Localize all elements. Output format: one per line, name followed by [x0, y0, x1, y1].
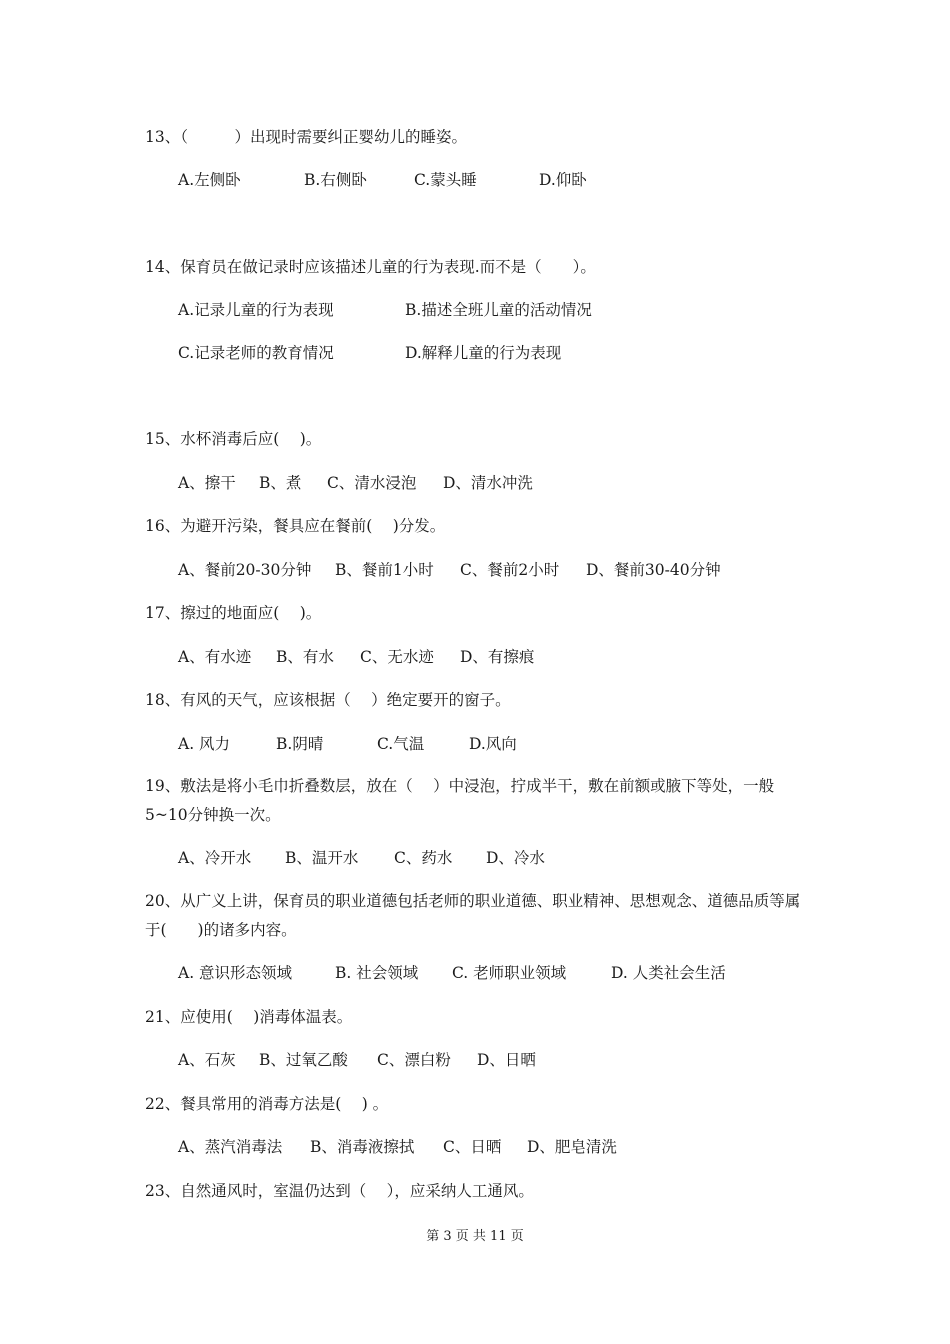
question-18-option-c: C.气温 [377, 735, 425, 753]
question-23-stem: 23、自然通风时，室温仍达到（ ），应采纳人工通风。 [145, 1182, 534, 1200]
question-19-option-b: B、温开水 [285, 849, 359, 867]
question-13-option-d: D.仰卧 [539, 171, 587, 189]
question-15-option-a: A、擦干 [178, 474, 236, 492]
question-17-option-a: A、有水迹 [178, 648, 252, 666]
question-13-option-c: C.蒙头睡 [414, 171, 477, 189]
question-22-option-d: D、肥皂清洗 [527, 1138, 617, 1156]
question-16-option-c: C、餐前2小时 [460, 561, 560, 579]
question-22-option-c: C、日晒 [443, 1138, 502, 1156]
question-21-stem: 21、应使用( )消毒体温表。 [145, 1008, 353, 1026]
question-16-option-b: B、餐前1小时 [335, 561, 434, 579]
question-18-option-a: A. 风力 [178, 735, 231, 753]
page-footer: 第 3 页 共 11 页 [426, 1229, 524, 1244]
question-21-option-b: B、过氧乙酸 [259, 1051, 348, 1069]
question-14-stem: 14、保育员在做记录时应该描述儿童的行为表现.而不是（ ）。 [145, 258, 596, 276]
question-19-option-a: A、冷开水 [178, 849, 252, 867]
question-19-option-c: C、药水 [394, 849, 453, 867]
question-21-option-c: C、漂白粉 [377, 1051, 451, 1069]
question-15-option-d: D、清水冲洗 [443, 474, 533, 492]
question-22-option-a: A、蒸汽消毒法 [178, 1138, 283, 1156]
question-17-option-d: D、有擦痕 [460, 648, 535, 666]
question-14-option-d: D.解释儿童的行为表现 [405, 344, 562, 362]
question-21-option-a: A、石灰 [178, 1051, 236, 1069]
question-13-option-a: A.左侧卧 [178, 171, 241, 189]
question-20-option-c: C. 老师职业领域 [452, 964, 567, 982]
question-15-option-c: C、清水浸泡 [327, 474, 417, 492]
question-14-option-b: B.描述全班儿童的活动情况 [405, 301, 592, 319]
question-17-option-c: C、无水迹 [360, 648, 434, 666]
question-20-option-b: B. 社会领域 [335, 964, 419, 982]
question-18-option-b: B.阴晴 [276, 735, 324, 753]
question-22-option-b: B、消毒液擦拭 [310, 1138, 415, 1156]
question-21-option-d: D、日晒 [477, 1051, 536, 1069]
question-16-stem: 16、为避开污染，餐具应在餐前( )分发。 [145, 517, 446, 535]
question-18-stem: 18、有风的天气，应该根据（ ）绝定要开的窗子。 [145, 691, 511, 709]
question-17-stem: 17、擦过的地面应( )。 [145, 604, 322, 622]
question-18-option-d: D.风向 [469, 735, 517, 753]
question-14-option-c: C.记录老师的教育情况 [178, 344, 334, 362]
question-13-option-b: B.右侧卧 [304, 171, 367, 189]
question-19-stem: 19、敷法是将小毛巾折叠数层，放在（ ）中浸泡，拧成半干，敷在前额或腋下等处，一般5~10分钟换一次。 [145, 777, 775, 824]
question-20-stem: 20、从广义上讲，保育员的职业道德包括老师的职业道德、职业精神、思想观念、道德品质等属于( )的诸多内容。 [145, 892, 801, 939]
question-16-option-a: A、餐前20-30分钟 [178, 561, 312, 579]
question-15-stem: 15、水杯消毒后应( )。 [145, 430, 322, 448]
question-16-option-d: D、餐前30-40分钟 [586, 561, 721, 579]
question-20-option-a: A. 意识形态领域 [178, 964, 293, 982]
question-22-stem: 22、餐具常用的消毒方法是( ) 。 [145, 1095, 389, 1113]
question-17-option-b: B、有水 [276, 648, 334, 666]
question-13-stem: 13、（ ）出现时需要纠正婴幼儿的睡姿。 [145, 128, 467, 146]
question-15-option-b: B、煮 [259, 474, 302, 492]
question-19-option-d: D、冷水 [486, 849, 545, 867]
question-20-option-d: D. 人类社会生活 [611, 964, 726, 982]
question-14-option-a: A.记录儿童的行为表现 [178, 301, 334, 319]
